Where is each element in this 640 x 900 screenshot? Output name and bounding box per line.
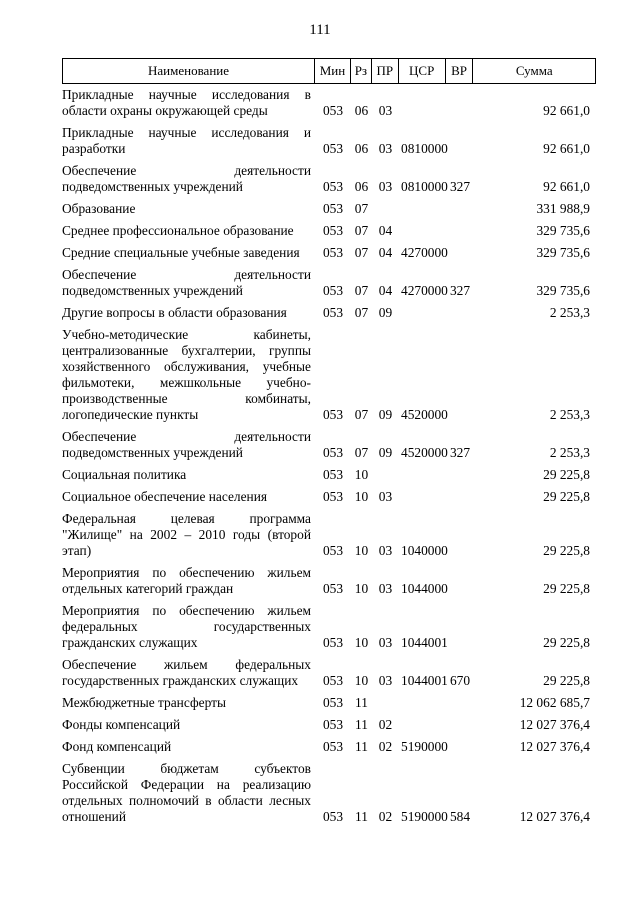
row-rz: 07 [354, 201, 369, 216]
row-name: Мероприятия по обеспечению жильем федеральных государственных гражданских служащих [62, 603, 311, 650]
row-pr: 04 [378, 245, 393, 260]
row-sum: 12 062 685,7 [519, 695, 590, 710]
row-rz: 11 [355, 739, 368, 754]
row-min: 053 [322, 635, 344, 650]
row-rz: 07 [354, 445, 369, 460]
row-csr: 1044000 [401, 581, 448, 596]
table-row [62, 223, 596, 239]
table-row [62, 87, 596, 119]
row-pr: 02 [378, 739, 393, 754]
row-sum: 329 735,6 [536, 245, 590, 260]
table-row [62, 761, 596, 825]
row-rz: 10 [354, 673, 369, 688]
row-name: Мероприятия по обеспечению жильем отдельных категорий граждан [62, 565, 311, 596]
row-sum: 29 225,8 [543, 489, 590, 504]
row-csr: 4520000 [401, 407, 448, 422]
row-rz: 07 [354, 283, 369, 298]
row-name: Фонды компенсаций [62, 717, 181, 732]
row-rz: 07 [354, 305, 369, 320]
table-row [62, 305, 596, 321]
table-row [62, 717, 596, 733]
row-pr: 02 [378, 717, 393, 732]
table-row [62, 489, 596, 505]
row-min: 053 [322, 673, 344, 688]
row-vr: 670 [449, 673, 471, 688]
row-min: 053 [322, 223, 344, 238]
row-sum: 12 027 376,4 [519, 809, 590, 824]
table-row [62, 603, 596, 651]
row-name: Обеспечение деятельности подведомственных учреждений [62, 267, 311, 298]
row-rz: 11 [355, 809, 368, 824]
row-rz: 10 [354, 467, 369, 482]
row-csr: 1040000 [401, 543, 448, 558]
row-name: Прикладные научные исследования в области охраны окружающей среды [62, 87, 311, 118]
row-name: Другие вопросы в области образования [62, 305, 287, 320]
header-pr: ПР [372, 59, 399, 83]
row-sum: 29 225,8 [543, 543, 590, 558]
row-sum: 92 661,0 [543, 103, 590, 118]
row-name: Федеральная целевая программа "Жилище" на 2002 – 2010 годы (второй этап) [62, 511, 311, 558]
table-row [62, 245, 596, 261]
table-row [62, 739, 596, 755]
row-pr: 03 [378, 635, 393, 650]
row-name: Обеспечение деятельности подведомственных учреждений [62, 429, 311, 460]
row-rz: 06 [354, 103, 369, 118]
row-csr: 0810000 [401, 179, 448, 194]
row-name: Социальное обеспечение населения [62, 489, 268, 504]
row-min: 053 [322, 489, 344, 504]
row-csr: 4270000 [401, 283, 448, 298]
row-vr: 327 [449, 445, 471, 460]
table-row [62, 163, 596, 195]
row-min: 053 [322, 283, 344, 298]
row-pr: 03 [378, 179, 393, 194]
row-name: Образование [62, 201, 136, 216]
row-pr: 02 [378, 809, 393, 824]
row-rz: 10 [354, 543, 369, 558]
row-sum: 2 253,3 [549, 305, 590, 320]
page-number: 111 [309, 22, 331, 38]
row-rz: 11 [355, 695, 368, 710]
row-min: 053 [322, 695, 344, 710]
row-min: 053 [322, 467, 344, 482]
row-min: 053 [322, 809, 344, 824]
table-row [62, 125, 596, 157]
table-row [62, 467, 596, 483]
row-rz: 07 [354, 223, 369, 238]
row-pr: 03 [378, 673, 393, 688]
table-body [62, 87, 596, 831]
row-rz: 10 [354, 489, 369, 504]
row-min: 053 [322, 543, 344, 558]
row-csr: 0810000 [401, 141, 448, 156]
row-min: 053 [322, 179, 344, 194]
row-min: 053 [322, 407, 344, 422]
row-sum: 2 253,3 [549, 445, 590, 460]
row-name: Межбюджетные трансферты [62, 695, 226, 710]
row-sum: 12 027 376,4 [519, 739, 590, 754]
row-rz: 07 [354, 245, 369, 260]
row-vr: 584 [449, 809, 471, 824]
table-row [62, 657, 596, 689]
row-min: 053 [322, 141, 344, 156]
row-name: Среднее профессиональное образование [62, 223, 294, 238]
row-pr: 09 [378, 445, 393, 460]
row-pr: 03 [378, 543, 393, 558]
row-sum: 2 253,3 [549, 407, 590, 422]
row-rz: 10 [354, 581, 369, 596]
row-name: Обеспечение жильем федеральных государственных гражданских служащих [62, 657, 311, 688]
row-pr: 03 [378, 141, 393, 156]
row-rz: 11 [355, 717, 368, 732]
row-pr: 09 [378, 407, 393, 422]
table-row [62, 267, 596, 299]
table-row [62, 429, 596, 461]
row-sum: 29 225,8 [543, 635, 590, 650]
table-row [62, 201, 596, 217]
row-min: 053 [322, 305, 344, 320]
header-sum: Сумма [515, 63, 553, 78]
row-min: 053 [322, 103, 344, 118]
row-rz: 07 [354, 407, 369, 422]
header-name: Наименование [63, 59, 315, 83]
row-min: 053 [322, 445, 344, 460]
header-vr: ВР [446, 59, 474, 83]
row-pr: 03 [378, 489, 393, 504]
table-row [62, 511, 596, 559]
row-pr: 03 [378, 581, 393, 596]
row-name: Субвенции бюджетам субъектов Российской Федерации на реализацию отдельных полномочий в области лесных отношений [62, 761, 311, 824]
header-csr: ЦСР [399, 59, 446, 83]
row-pr: 03 [378, 103, 393, 118]
row-sum: 12 027 376,4 [519, 717, 590, 732]
row-name: Обеспечение деятельности подведомственных учреждений [62, 163, 311, 194]
header-rz: Рз [351, 59, 372, 83]
row-sum: 92 661,0 [543, 179, 590, 194]
row-min: 053 [322, 245, 344, 260]
row-pr: 04 [378, 283, 393, 298]
row-csr: 4520000 [401, 445, 448, 460]
row-name: Учебно-методические кабинеты, централизованные бухгалтерии, группы хозяйственного обслуживания, учебные фильмотеки, межшкольные учебно-производственные комбинаты, логопедические пункты [62, 327, 311, 422]
row-sum: 29 225,8 [543, 467, 590, 482]
row-sum: 331 988,9 [536, 201, 590, 216]
row-sum: 29 225,8 [543, 673, 590, 688]
row-min: 053 [322, 739, 344, 754]
row-vr: 327 [449, 283, 471, 298]
row-name: Средние специальные учебные заведения [62, 245, 300, 260]
row-sum: 92 661,0 [543, 141, 590, 156]
row-pr: 09 [378, 305, 393, 320]
row-name: Прикладные научные исследования и разработки [62, 125, 311, 156]
row-sum: 329 735,6 [536, 223, 590, 238]
row-rz: 06 [354, 141, 369, 156]
row-name: Социальная политика [62, 467, 187, 482]
table-row [62, 565, 596, 597]
row-sum: 29 225,8 [543, 581, 590, 596]
row-min: 053 [322, 717, 344, 732]
table-row [62, 695, 596, 711]
row-min: 053 [322, 201, 344, 216]
row-sum: 329 735,6 [536, 283, 590, 298]
row-pr: 04 [378, 223, 393, 238]
row-name: Фонд компенсаций [62, 739, 172, 754]
row-min: 053 [322, 581, 344, 596]
row-vr: 327 [449, 179, 471, 194]
row-csr: 5190000 [401, 739, 448, 754]
row-csr: 4270000 [401, 245, 448, 260]
header-min: Мин [315, 59, 351, 83]
row-csr: 1044001 [401, 673, 448, 688]
row-csr: 1044001 [401, 635, 448, 650]
table-row [62, 327, 596, 423]
row-csr: 5190000 [401, 809, 448, 824]
row-rz: 10 [354, 635, 369, 650]
row-rz: 06 [354, 179, 369, 194]
table-header [62, 58, 596, 84]
